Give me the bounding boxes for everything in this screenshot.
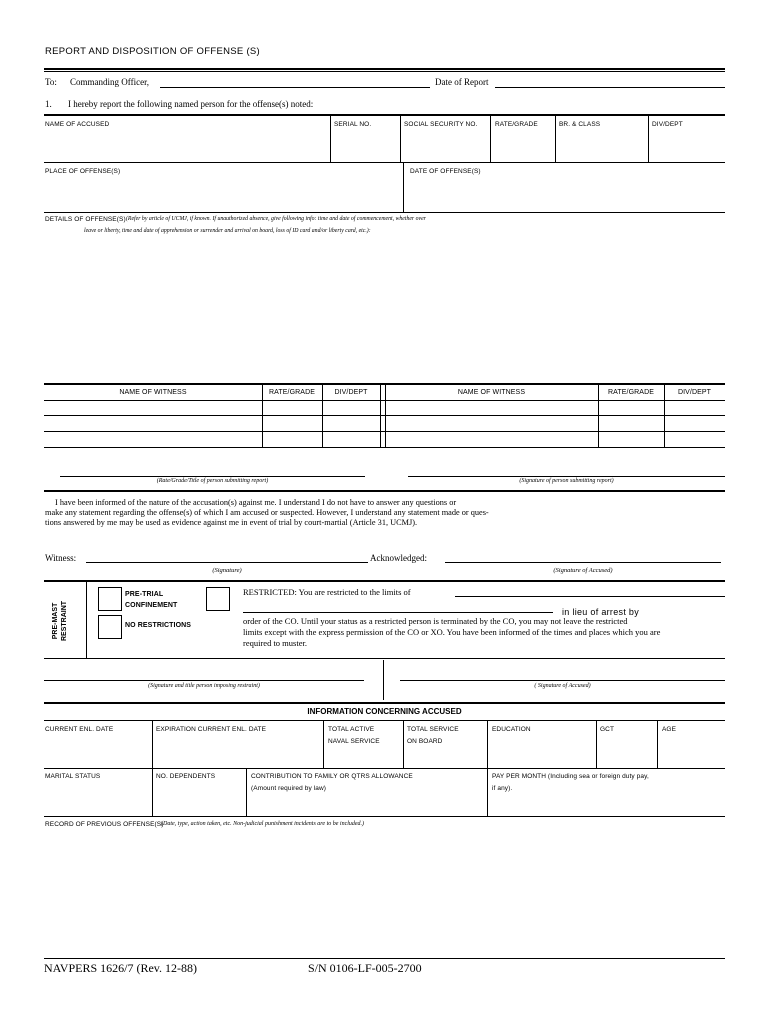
details-note-2: leave or liberty, time and date of apprehension or surrender and arrival on board, loss of ID card and/or liberty card, etc.): [84, 228, 371, 234]
marital-status-label: MARITAL STATUS [45, 773, 101, 780]
pretrial-label-2: CONFINEMENT [125, 602, 178, 609]
date-of-offense-label: DATE OF OFFENSE(S) [410, 168, 481, 175]
witness-div-header-right: DIV/DEPT [677, 389, 712, 396]
ssn-label: SOCIAL SECURITY NO. [404, 121, 478, 128]
stock-number: S/N 0106-LF-005-2700 [308, 961, 422, 975]
divider [648, 115, 649, 162]
in-lieu-label: in lieu of arrest by [562, 607, 640, 617]
to-field[interactable] [160, 87, 430, 88]
info-header-rule [44, 720, 725, 721]
age-label: AGE [662, 726, 677, 733]
witness-rate-header-left: RATE/GRADE [269, 389, 315, 396]
form-title: REPORT AND DISPOSITION OF OFFENSE (S) [45, 46, 261, 57]
date-of-report-field[interactable] [495, 87, 725, 88]
pretrial-confinement-checkbox[interactable] [98, 587, 122, 611]
total-active-label-1: TOTAL ACTIVE [328, 726, 375, 733]
accused-top-rule [44, 114, 725, 116]
order-line-3: required to muster. [243, 638, 307, 648]
restraint-accused-field[interactable] [400, 680, 725, 681]
witness-label: Witness: [45, 553, 77, 563]
title-rule-thin [44, 71, 725, 72]
pre-mast-label: PRE-MAST [52, 602, 59, 640]
divider [152, 768, 153, 816]
reporter-rate-caption: (Rate/Grade/Title of person submitting report) [156, 478, 269, 484]
pretrial-label-1: PRE-TRIAL [125, 591, 164, 598]
restraint-bottom-rule [44, 658, 725, 659]
witness-name-header-left: NAME OF WITNESS [119, 389, 187, 396]
divider [330, 115, 331, 162]
expiration-enl-date-label: EXPIRATION CURRENT ENL. DATE [156, 726, 267, 733]
rate-grade-label: RATE/GRADE [495, 121, 538, 128]
amount-required-label: (Amount required by law) [251, 785, 327, 792]
restricted-label: RESTRICTED: You are restricted to the limits of [243, 587, 411, 597]
divider [380, 385, 381, 447]
contribution-label: CONTRIBUTION TO FAMILY OR QTRS ALLOWANCE [251, 773, 413, 780]
reporter-signature-field[interactable] [408, 476, 725, 477]
divider [86, 581, 87, 658]
rights-top-rule [44, 490, 725, 492]
total-active-label-2: NAVAL SERVICE [328, 738, 380, 745]
restricted-limits-field[interactable] [455, 596, 725, 597]
divider [383, 660, 384, 700]
witness-rate-header-right: RATE/GRADE [608, 389, 654, 396]
date-of-report-label: Date of Report [435, 77, 489, 87]
acknowledged-signature-field[interactable] [445, 562, 721, 563]
previous-offenses-label: RECORD OF PREVIOUS OFFENSE(S) [45, 821, 164, 828]
order-line-2: limits except with the express permission of the CO or XO. You have been informed of the times and places which you are [243, 627, 661, 637]
restricted-checkbox[interactable] [206, 587, 230, 611]
divider [152, 720, 153, 768]
no-restrictions-label: NO RESTRICTIONS [125, 622, 192, 629]
divider [487, 768, 488, 816]
divider [403, 720, 404, 768]
witness-name-header-right: NAME OF WITNESS [457, 389, 526, 396]
item-number: 1. [45, 99, 52, 109]
serial-no-label: SERIAL NO. [334, 121, 372, 128]
pay-per-month-label-2: if any). [492, 785, 513, 792]
restraint-imposer-caption: (Signature and title person imposing restraint) [148, 683, 260, 689]
total-service-label-1: TOTAL SERVICE [407, 726, 459, 733]
divider [323, 720, 324, 768]
divider [657, 720, 658, 768]
previous-offenses-note: (Date, type, action taken, etc. Non-judicial punishment incidents are to be included.) [161, 821, 365, 827]
reporter-signature-caption: (Signature of person submitting report) [519, 478, 614, 484]
divider [490, 115, 491, 162]
info-top-rule [44, 702, 725, 704]
total-service-label-2: ON BOARD [407, 738, 443, 745]
acknowledged-label: Acknowledged: [370, 553, 427, 563]
accused-signature-caption: (Signature of Accused) [553, 567, 613, 574]
info-row-rule [44, 768, 725, 769]
title-rule [44, 68, 725, 70]
divider [555, 115, 556, 162]
info-title: INFORMATION CONCERNING ACCUSED [307, 707, 462, 716]
restraint-top-rule [44, 580, 725, 582]
form-number: NAVPERS 1626/7 (Rev. 12-88) [44, 961, 198, 975]
details-field[interactable] [44, 236, 725, 382]
restraint-accused-caption: ( Signature of Accused) [534, 683, 591, 689]
restricted-limits-field-2[interactable] [243, 612, 553, 613]
divider [403, 162, 404, 212]
info-bottom-rule [44, 816, 725, 817]
to-label: To: [45, 77, 57, 87]
footer-rule [44, 958, 725, 959]
no-dependents-label: NO. DEPENDENTS [156, 773, 216, 780]
order-line-1: order of the CO. Until your status as a restricted person is terminated by the CO, you may not leave the restricted [243, 616, 628, 626]
divider [400, 115, 401, 162]
no-restrictions-checkbox[interactable] [98, 615, 122, 639]
current-enl-date-label: CURRENT ENL. DATE [45, 726, 114, 733]
item-text: I hereby report the following named person for the offense(s) noted: [68, 99, 314, 109]
previous-offenses-field[interactable] [44, 832, 725, 952]
education-label: EDUCATION [492, 726, 531, 733]
name-of-accused-label: NAME OF ACCUSED [45, 121, 110, 128]
details-label: DETAILS OF OFFENSE(S) [45, 216, 126, 223]
gct-label: GCT [600, 726, 615, 733]
div-dept-label: DIV/DEPT [652, 121, 683, 128]
pay-per-month-label-1: PAY PER MONTH (Including sea or foreign duty pay, [492, 773, 649, 780]
branch-class-label: BR. & CLASS [559, 121, 601, 128]
divider [596, 720, 597, 768]
place-bottom-rule [44, 212, 725, 213]
reporter-rate-field[interactable] [60, 476, 365, 477]
rights-line-1: I have been informed of the nature of the accusation(s) against me. I understand I do not have to answer any questions or [55, 498, 457, 507]
divider [246, 768, 247, 816]
rights-line-2: make any statement regarding the offense(s) of which I am accused or suspected. However, I understand any statement made or ques- [45, 508, 489, 517]
accused-bottom-rule [44, 162, 725, 163]
witness-signature-field[interactable] [86, 562, 368, 563]
to-value: Commanding Officer, [70, 77, 149, 87]
restraint-label: RESTRAINT [61, 600, 68, 642]
witness-bottom-rule [44, 447, 725, 448]
restraint-imposer-field[interactable] [44, 680, 364, 681]
witness-signature-caption: (Signature) [212, 567, 242, 574]
details-note-1: (Refer by article of UCMJ, if known. If unauthorized absence, give following info: time and date of commencement, whether over [126, 216, 426, 222]
rights-line-3: tions answered by me may be used as evidence against me in event of trial by court-martial (Article 31, UCMJ). [45, 518, 418, 527]
place-of-offense-label: PLACE OF OFFENSE(S) [45, 168, 121, 175]
witness-div-header-left: DIV/DEPT [334, 389, 368, 396]
divider [487, 720, 488, 768]
